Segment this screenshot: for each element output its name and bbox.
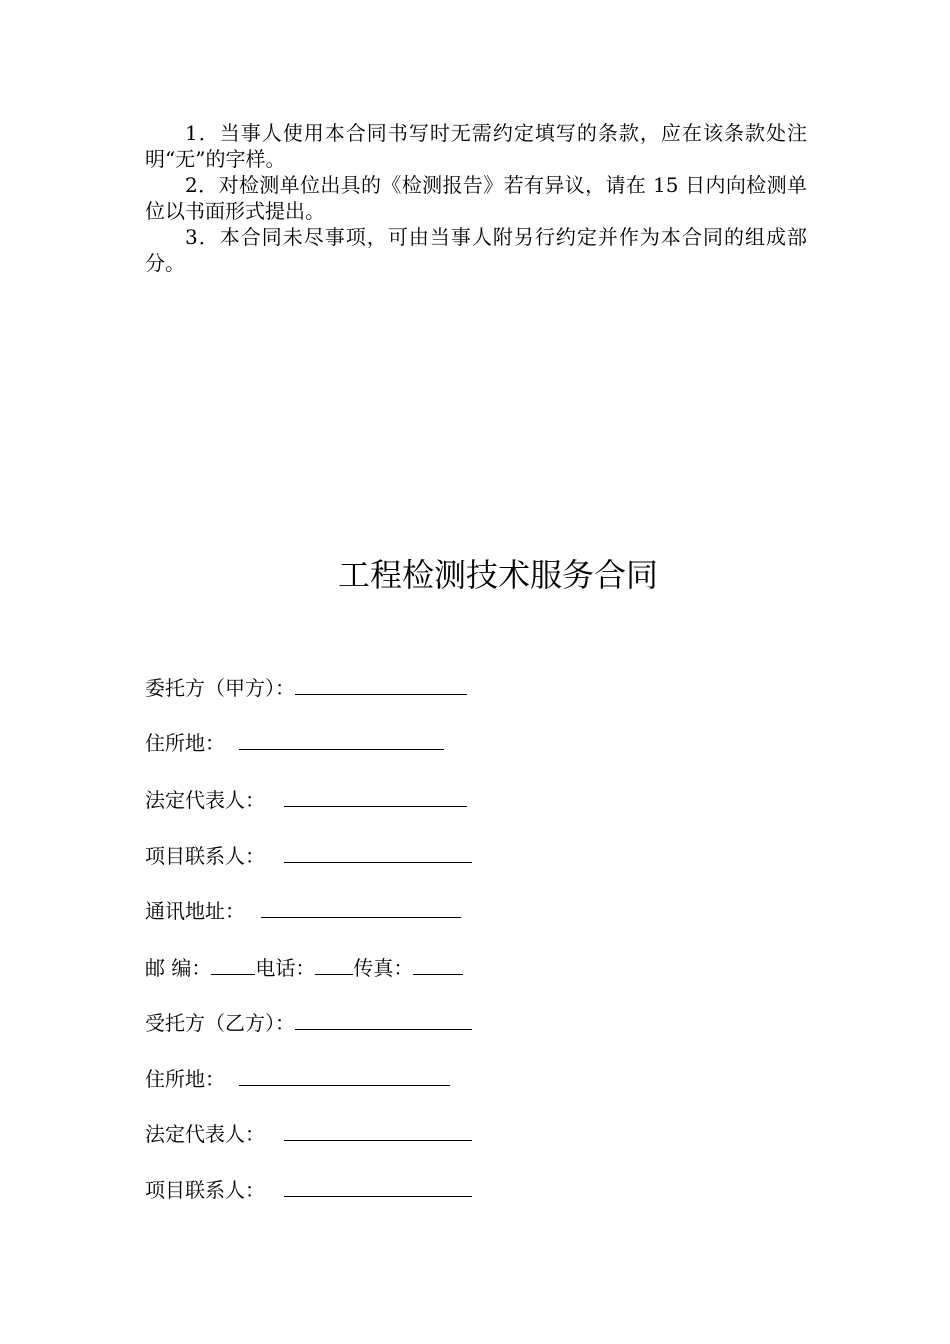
party-b-blank[interactable]: [295, 1007, 472, 1030]
party-a-contact-label: 项目联系人：: [145, 844, 265, 868]
note-1: 1．当事人使用本合同书写时无需约定填写的条款，应在该条款处注明“无”的字样。: [145, 121, 807, 171]
party-a-mail-address-field: [145, 895, 461, 925]
party-a-legal-rep-blank[interactable]: [284, 784, 467, 807]
party-b-field: [145, 1007, 472, 1037]
party-b-legal-rep-label: 法定代表人：: [145, 1122, 265, 1146]
note-2: 2．对检测单位出具的《检测报告》若有异议，请在 15 日内向检测单位以书面形式提出。: [145, 173, 807, 223]
party-a-blank[interactable]: [295, 672, 467, 695]
party-a-address-label: 住所地：: [145, 731, 225, 755]
party-a-label: 委托方（甲方）：: [145, 676, 295, 700]
party-b-legal-rep-field: [145, 1118, 472, 1148]
party-a-legal-rep-label: 法定代表人：: [145, 788, 265, 812]
party-b-contact-blank[interactable]: [284, 1174, 472, 1197]
party-b-legal-rep-blank[interactable]: [284, 1118, 472, 1141]
party-a-field: [145, 672, 467, 702]
party-a-phone-blank[interactable]: [315, 952, 353, 975]
party-a-mail-address-label: 通讯地址：: [145, 899, 245, 923]
party-b-contact-label: 项目联系人：: [145, 1178, 265, 1202]
party-a-postcode-phone-fax-field: [145, 952, 463, 982]
instructions-notes: [145, 120, 807, 276]
party-b-contact-field: [145, 1174, 472, 1204]
party-a-contact-field: [145, 840, 472, 870]
party-a-address-blank[interactable]: [239, 727, 444, 750]
party-a-postcode-label: 邮 编：: [145, 956, 212, 980]
party-a-fax-blank[interactable]: [413, 952, 463, 975]
contract-title: 工程检测技术服务合同: [337, 556, 658, 594]
note-3: 3．本合同未尽事项，可由当事人附另行约定并作为本合同的组成部分。: [145, 225, 807, 275]
party-a-phone-label: 电话：: [255, 956, 316, 980]
party-b-label: 受托方（乙方）：: [145, 1011, 295, 1035]
party-a-mail-address-blank[interactable]: [261, 895, 461, 918]
party-b-address-label: 住所地：: [145, 1067, 225, 1091]
party-b-address-field: [145, 1063, 450, 1093]
party-a-legal-rep-field: [145, 784, 467, 814]
party-a-fax-label: 传真：: [353, 956, 414, 980]
party-a-postcode-blank[interactable]: [211, 952, 255, 975]
party-a-contact-blank[interactable]: [284, 840, 472, 863]
party-a-address-field: [145, 727, 444, 757]
party-b-address-blank[interactable]: [239, 1063, 450, 1086]
